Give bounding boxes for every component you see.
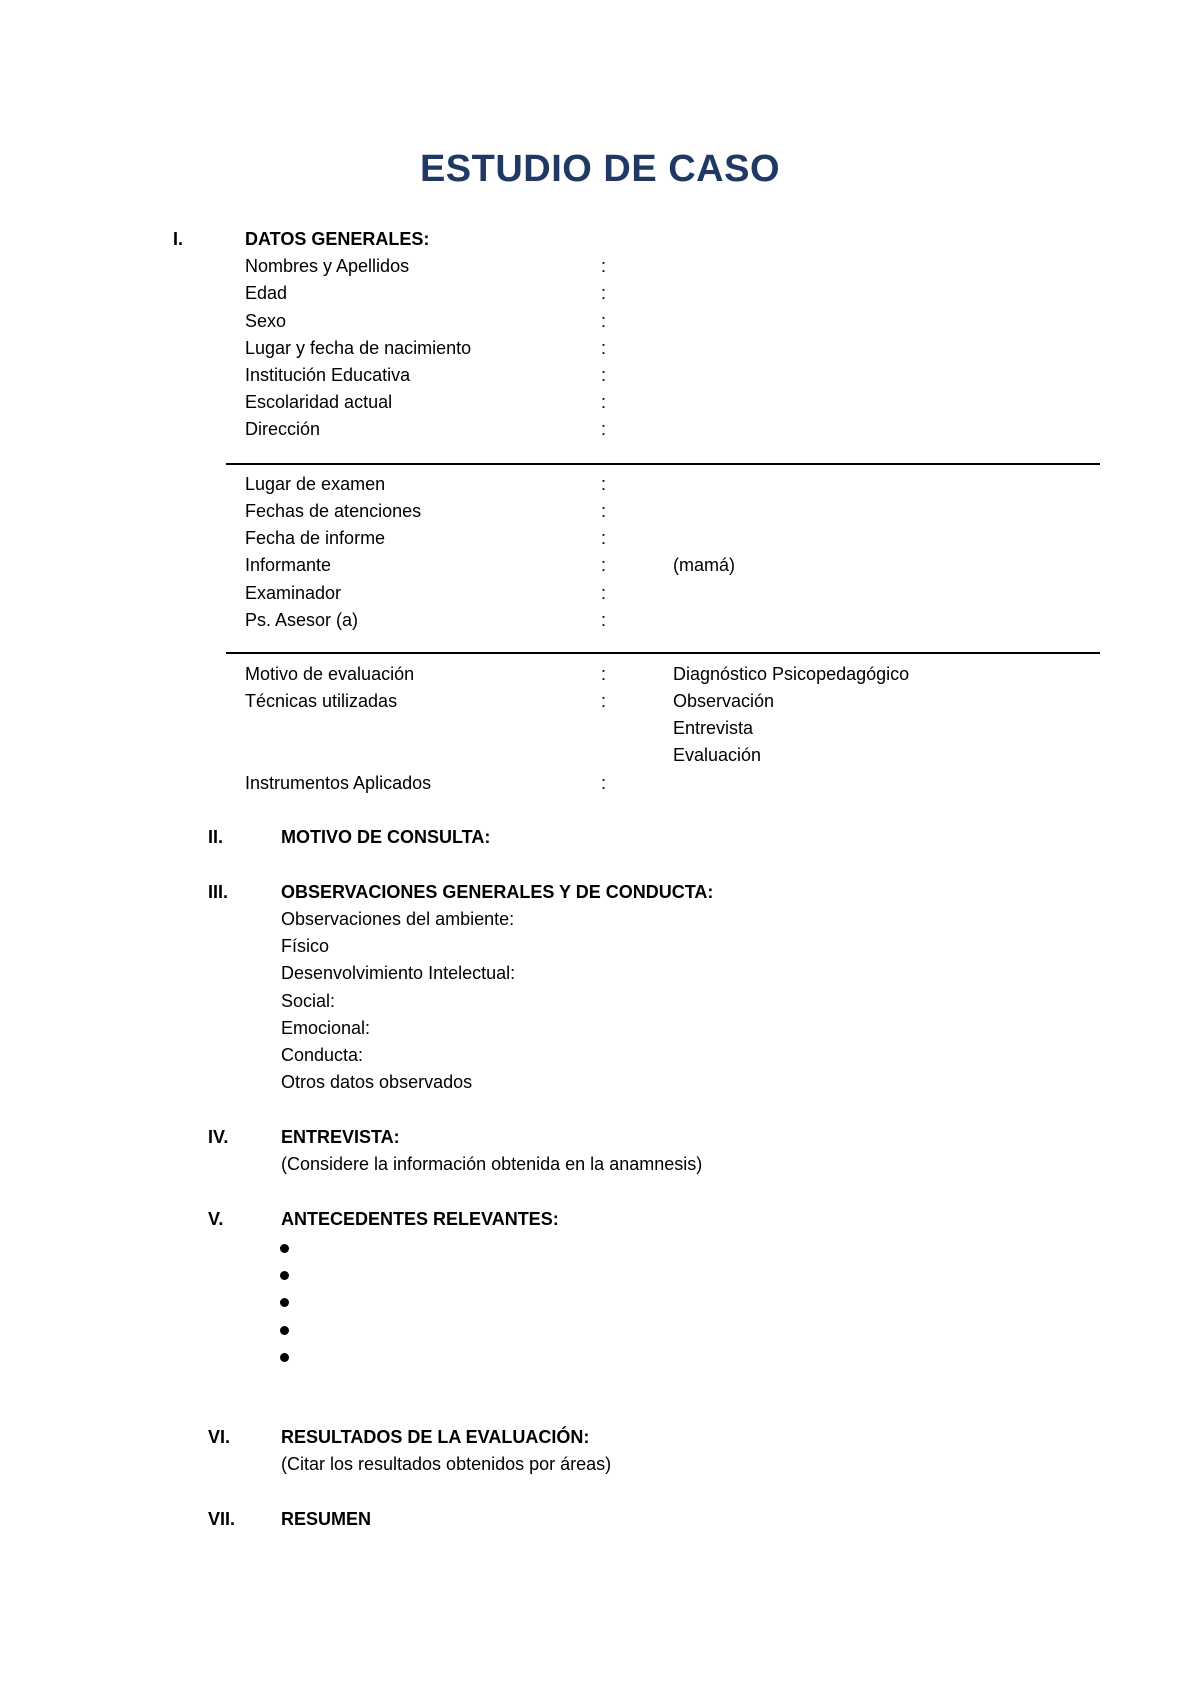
bullet-point xyxy=(280,1326,289,1335)
observation-item: Emocional: xyxy=(281,1018,371,1038)
section-7-numeral: VII. xyxy=(208,1509,236,1529)
field-label: Ps. Asesor (a) xyxy=(245,610,359,630)
field-label: Sexo xyxy=(245,311,287,331)
section-5-numeral: V. xyxy=(208,1209,224,1229)
field-value: Diagnóstico Psicopedagógico xyxy=(673,664,910,684)
section-3-numeral: III. xyxy=(208,882,229,902)
observation-item: Conducta: xyxy=(281,1045,364,1065)
field-label: Escolaridad actual xyxy=(245,392,393,412)
bullet-point xyxy=(280,1244,289,1253)
observation-item: Observaciones del ambiente: xyxy=(281,909,515,929)
field-label: Instrumentos Aplicados xyxy=(245,773,432,793)
field-separator: : xyxy=(601,664,607,684)
field-label: Lugar de examen xyxy=(245,474,386,494)
field-label: Institución Educativa xyxy=(245,365,411,385)
field-separator: : xyxy=(601,610,607,630)
section-4-note: (Considere la información obtenida en la anamnesis) xyxy=(281,1154,703,1174)
field-label: Dirección xyxy=(245,419,321,439)
section-1-heading: DATOS GENERALES: xyxy=(245,229,430,249)
field-label: Fecha de informe xyxy=(245,528,386,548)
field-separator: : xyxy=(601,691,607,711)
field-separator: : xyxy=(601,583,607,603)
section-4-numeral: IV. xyxy=(208,1127,229,1147)
observation-item: Desenvolvimiento Intelectual: xyxy=(281,963,516,983)
field-label: Informante xyxy=(245,555,332,575)
field-separator: : xyxy=(601,419,607,439)
field-label: Fechas de atenciones xyxy=(245,501,422,521)
divider-line xyxy=(226,652,1100,654)
divider-line xyxy=(226,463,1100,465)
section-7-heading: RESUMEN xyxy=(281,1509,372,1529)
field-separator: : xyxy=(601,474,607,494)
field-label: Motivo de evaluación xyxy=(245,664,415,684)
observation-item: Social: xyxy=(281,991,336,1011)
field-label: Nombres y Apellidos xyxy=(245,256,410,276)
section-6-heading: RESULTADOS DE LA EVALUACIÓN: xyxy=(281,1427,590,1447)
field-separator: : xyxy=(601,338,607,358)
section-5-heading: ANTECEDENTES RELEVANTES: xyxy=(281,1209,559,1229)
section-4-heading: ENTREVISTA: xyxy=(281,1127,400,1147)
document-title: ESTUDIO DE CASO xyxy=(419,148,781,190)
field-separator: : xyxy=(601,256,607,276)
field-separator: : xyxy=(601,555,607,575)
section-6-numeral: VI. xyxy=(208,1427,231,1447)
field-value: (mamá) xyxy=(673,555,735,575)
field-value: Evaluación xyxy=(673,745,762,765)
section-6-note: (Citar los resultados obtenidos por áreas) xyxy=(281,1454,612,1474)
bullet-point xyxy=(280,1271,289,1280)
bullet-point xyxy=(280,1298,289,1307)
field-separator: : xyxy=(601,528,607,548)
observation-item: Físico xyxy=(281,936,330,956)
field-value: Observación xyxy=(673,691,775,711)
field-value: Entrevista xyxy=(673,718,754,738)
section-2-heading: MOTIVO DE CONSULTA: xyxy=(281,827,491,847)
field-separator: : xyxy=(601,311,607,331)
observation-item: Otros datos observados xyxy=(281,1072,473,1092)
field-label: Lugar y fecha de nacimiento xyxy=(245,338,472,358)
field-label: Edad xyxy=(245,283,288,303)
field-separator: : xyxy=(601,283,607,303)
field-separator: : xyxy=(601,392,607,412)
section-2-numeral: II. xyxy=(208,827,224,847)
bullet-point xyxy=(280,1353,289,1362)
field-separator: : xyxy=(601,501,607,521)
section-1-numeral: I. xyxy=(173,229,184,249)
field-label: Técnicas utilizadas xyxy=(245,691,398,711)
field-separator: : xyxy=(601,773,607,793)
field-label: Examinador xyxy=(245,583,342,603)
field-separator: : xyxy=(601,365,607,385)
section-3-heading: OBSERVACIONES GENERALES Y DE CONDUCTA: xyxy=(281,882,714,902)
